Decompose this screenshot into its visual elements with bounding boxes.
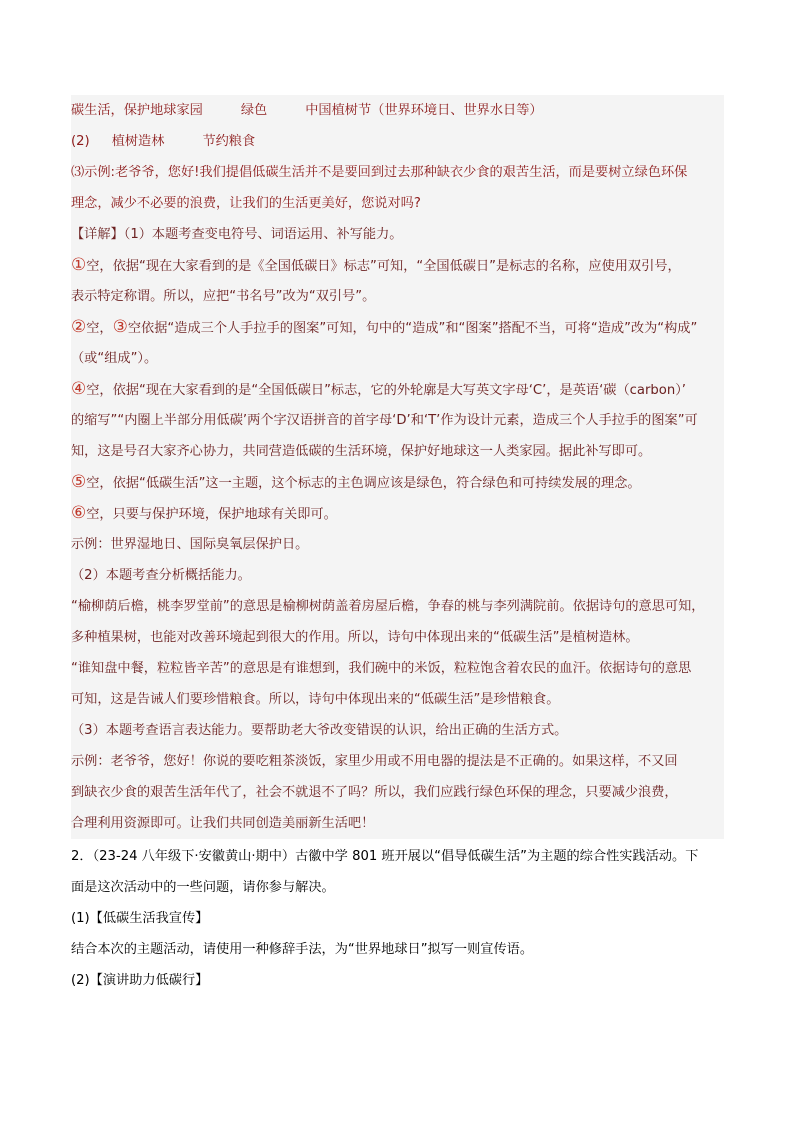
- detail-line: ②空，③空依据“造成三个人手拉手的图案”可知，句中的“造成”和“图案”搭配不当，可将“造成”改为“构成”: [71, 317, 698, 337]
- document-page: [71, 95, 724, 996]
- question-2: [71, 841, 724, 996]
- detail-line: （或“组成”）。: [71, 351, 158, 366]
- circled-number: ②: [71, 317, 87, 337]
- answer-text: 植树造林: [111, 134, 165, 149]
- subquestion-title: (1)【低碳生活我宣传】: [71, 911, 209, 926]
- answer-text: 绿色: [240, 103, 268, 118]
- answer-block: [71, 95, 724, 839]
- detail-line: 表示特定称谓。所以，应把“书名号”改为“双引号”。: [71, 289, 376, 304]
- detail-line: 到缺衣少食的艰苦生活年代了，社会不就退不了吗？所以，我们应践行绿色环保的理念，只要减少浪费，: [71, 785, 678, 800]
- detail-line: 的缩写”“内圈上半部分用低碳’两个字汉语拼音的首字母‘D’和‘T’作为设计元素，造成三个人手拉手的图案”可: [71, 413, 698, 428]
- detail-line: ⑥空，只要与保护环境，保护地球有关即可。: [71, 503, 337, 523]
- detail-line: （3）本题考查语言表达能力。要帮助老大爷改变错误的认识，给出正确的生活方式。: [71, 723, 568, 738]
- detail-line: ①空，依据“现在大家看到的是《全国低碳日》标志”可知，“全国低碳日”是标志的名称，应使用双引号，: [71, 255, 681, 275]
- answer-text: 节约粮食: [202, 134, 256, 149]
- circled-number: ⑤: [71, 472, 87, 492]
- answer-line-3: ⑶示例:老爷爷，您好!我们提倡低碳生活并不是要回到过去那种缺衣少食的艰苦生活，而是要树立绿色环保: [71, 165, 688, 180]
- subquestion-title: (2)【演讲助力低碳行】: [71, 973, 209, 988]
- detail-line: 可知，这是告诫人们要珍惜粮食。所以，诗句中体现出来的“低碳生活”是珍惜粮食。: [71, 692, 560, 707]
- detail-heading: 【详解】（1）本题考查变电符号、词语运用、补写能力。: [71, 227, 403, 242]
- answer-line-2: [71, 126, 724, 157]
- detail-line: 知，这是号召大家齐心协力，共同营造低碳的生活环境，保护好地球这一人类家园。据此补写即可。: [71, 444, 652, 459]
- answer-line-1: [71, 95, 724, 126]
- detail-line: 示例：老爷爷，您好！你说的要吃粗茶淡饭，家里少用或不用电器的提法是不正确的。如果这样，不又回: [71, 754, 678, 769]
- question-text: 2．（23-24 八年级下·安徽黄山·期中）古徽中学 801 班开展以“倡导低碳生活”为主题的综合性实践活动。下: [71, 849, 699, 864]
- question-text: 面是这次活动中的一些问题，请你参与解决。: [71, 880, 335, 895]
- answer-line-4: 理念，减少不必要的浪费，让我们的生活更美好，您说对吗?: [71, 196, 421, 211]
- detail-line: 多种植果树，也能对改善环境起到很大的作用。所以，诗句中体现出来的“低碳生活”是植树造林。: [71, 630, 639, 645]
- detail-line: ⑤空，依据“低碳生活”这一主题，这个标志的主色调应该是绿色，符合绿色和可持续发展的理念。: [71, 472, 641, 492]
- answer-text: 碳生活，保护地球家园: [71, 103, 203, 118]
- detail-line: “谁知盘中餐，粒粒皆辛苦”的意思是有谁想到，我们碗中的米饭，粒粒饱含着农民的血汗。依据诗句的意思: [71, 661, 692, 676]
- circled-number: ③: [112, 317, 128, 337]
- detail-line: （2）本题考查分析概括能力。: [71, 568, 251, 583]
- circled-number: ①: [71, 255, 87, 275]
- question-text: 结合本次的主题活动，请使用一种修辞手法，为“世界地球日”拟写一则宣传语。: [71, 942, 534, 957]
- detail-line: 示例：世界湿地日、国际臭氧层保护日。: [71, 537, 309, 552]
- answer-number: (2): [71, 134, 90, 149]
- answer-text: 中国植树节（世界环境日、世界水日等）: [305, 103, 543, 118]
- detail-line: 合理利用资源即可。让我们共同创造美丽新生活吧！: [71, 816, 375, 831]
- detail-line: ④空，依据“现在大家看到的是“全国低碳日”标志，它的外轮廓是大写英文字母‘C’，是英语‘碳（carbon）’: [71, 379, 686, 399]
- circled-number: ⑥: [71, 503, 87, 523]
- detail-line: “榆柳荫后檐，桃李罗堂前”的意思是榆柳树荫盖着房屋后檐，争春的桃与李列满院前。依据诗句的意思可知，: [71, 599, 705, 614]
- circled-number: ④: [71, 379, 87, 399]
